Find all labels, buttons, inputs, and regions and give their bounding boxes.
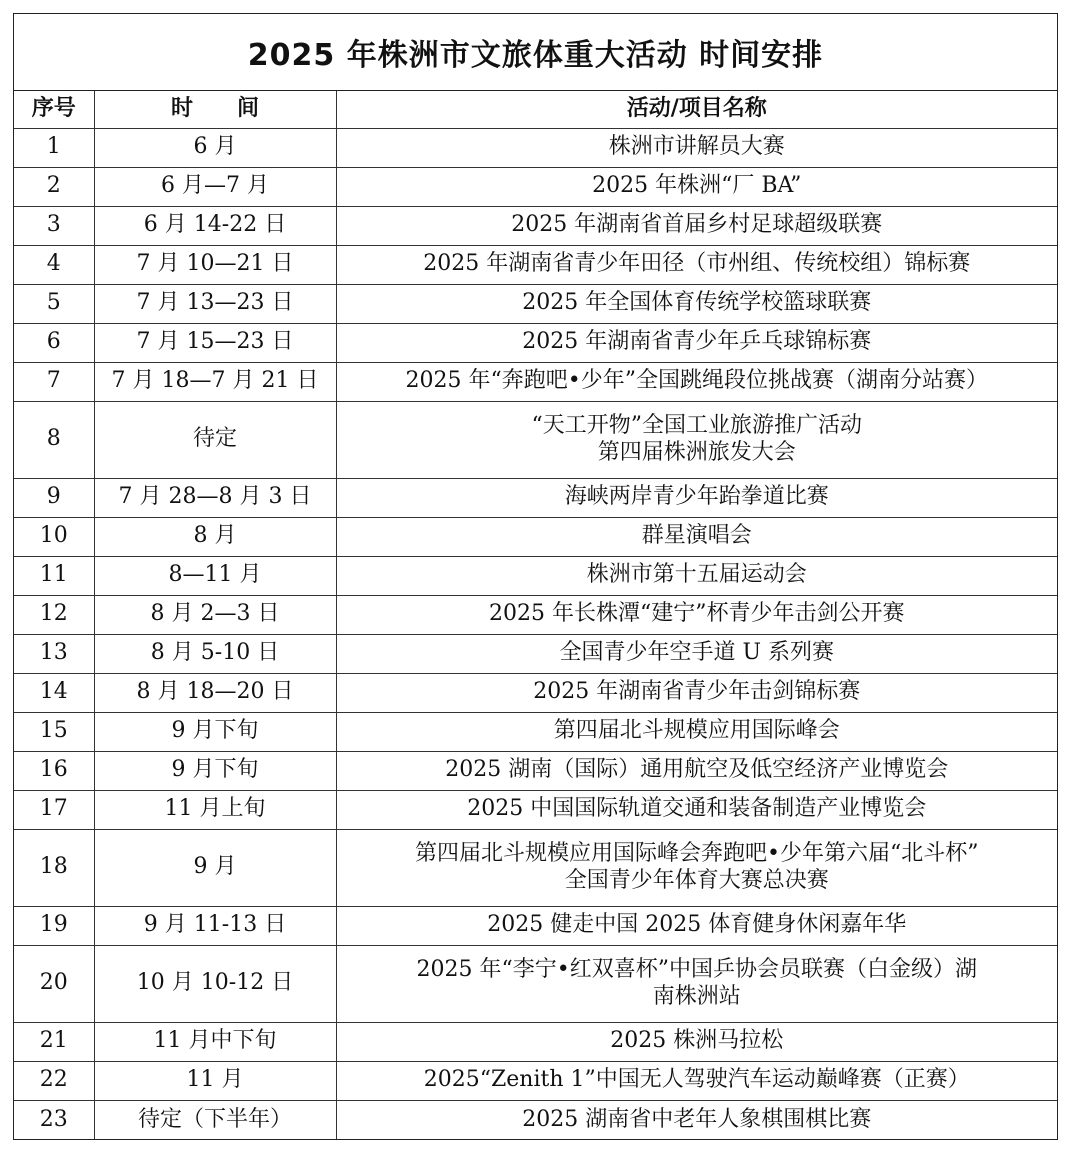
row-no: 4 (14, 245, 94, 284)
row-time: 8 月 5-10 日 (94, 634, 336, 673)
schedule-table (14, 91, 1057, 1139)
table-row (14, 284, 1057, 323)
row-time: 7 月 28—8 月 3 日 (94, 478, 336, 517)
row-time: 11 月上旬 (94, 790, 336, 829)
row-time: 7 月 10—21 日 (94, 245, 336, 284)
row-activity (336, 284, 1057, 323)
table-row (14, 829, 1057, 906)
row-time: 9 月 11-13 日 (94, 906, 336, 945)
table-row (14, 1022, 1057, 1061)
row-activity (336, 1061, 1057, 1100)
row-time: 8—11 月 (94, 556, 336, 595)
activity-line: 第四届北斗规模应用国际峰会奔跑吧•少年第六届“北斗杯” (415, 841, 979, 867)
activity-line: 2025 年“李宁•红双喜杯”中国乒协会员联赛（白金级）湖 (416, 957, 977, 983)
row-no: 2 (14, 167, 94, 206)
row-activity (336, 595, 1057, 634)
row-activity (336, 362, 1057, 401)
activity-line: 2025 湖南（国际）通用航空及低空经济产业博览会 (445, 757, 949, 783)
row-time: 6 月 (94, 128, 336, 167)
activity-line: 2025 年湖南省青少年乒乓球锦标赛 (522, 329, 872, 355)
table-row (14, 1100, 1057, 1139)
row-activity (336, 323, 1057, 362)
row-activity (336, 167, 1057, 206)
row-no: 12 (14, 595, 94, 634)
activity-line: 2025 湖南省中老年人象棋围棋比赛 (522, 1106, 872, 1132)
table-row (14, 673, 1057, 712)
activity-line: 海峡两岸青少年跆拳道比赛 (564, 484, 829, 510)
activity-line: 第四届北斗规模应用国际峰会 (553, 718, 840, 744)
row-activity (336, 790, 1057, 829)
activity-line: 2025 年“奔跑吧•少年”全国跳绳段位挑战赛（湖南分站赛） (405, 368, 988, 394)
header-no: 序号 (14, 91, 94, 128)
row-no: 8 (14, 401, 94, 478)
row-time: 6 月—7 月 (94, 167, 336, 206)
table-row (14, 595, 1057, 634)
activity-line: 2025 中国国际轨道交通和装备制造产业博览会 (467, 796, 927, 822)
row-no: 1 (14, 128, 94, 167)
row-activity (336, 245, 1057, 284)
row-activity (336, 751, 1057, 790)
row-time: 7 月 18—7 月 21 日 (94, 362, 336, 401)
row-no: 13 (14, 634, 94, 673)
table-row (14, 323, 1057, 362)
table-header-row (14, 91, 1057, 128)
row-time: 7 月 13—23 日 (94, 284, 336, 323)
activity-line: 群星演唱会 (641, 523, 752, 549)
activity-line: 2025 健走中国 2025 体育健身休闲嘉年华 (487, 912, 907, 938)
row-time: 8 月 18—20 日 (94, 673, 336, 712)
activity-line: 第四届株洲旅发大会 (597, 439, 796, 465)
row-no: 21 (14, 1022, 94, 1061)
table-row (14, 556, 1057, 595)
row-no: 20 (14, 945, 94, 1022)
row-no: 19 (14, 906, 94, 945)
row-activity (336, 478, 1057, 517)
activity-line: 2025 年湖南省青少年击剑锦标赛 (533, 679, 861, 705)
activity-line: 2025“Zenith 1”中国无人驾驶汽车运动巅峰赛（正赛） (423, 1067, 970, 1093)
activity-line: 2025 年湖南省首届乡村足球超级联赛 (511, 212, 883, 238)
row-no: 15 (14, 712, 94, 751)
schedule-document (13, 13, 1058, 1140)
row-time: 待定 (94, 401, 336, 478)
row-activity (336, 556, 1057, 595)
row-time: 7 月 15—23 日 (94, 323, 336, 362)
row-time: 9 月下旬 (94, 751, 336, 790)
row-no: 22 (14, 1061, 94, 1100)
table-row (14, 167, 1057, 206)
activity-line: 全国青少年体育大赛总决赛 (564, 867, 829, 893)
row-activity (336, 712, 1057, 751)
row-no: 17 (14, 790, 94, 829)
row-no: 7 (14, 362, 94, 401)
activity-line: 2025 年长株潭“建宁”杯青少年击剑公开赛 (489, 601, 905, 627)
row-no: 11 (14, 556, 94, 595)
row-time: 10 月 10-12 日 (94, 945, 336, 1022)
row-no: 9 (14, 478, 94, 517)
activity-line: “天工开物”全国工业旅游推广活动 (531, 413, 862, 439)
table-row (14, 401, 1057, 478)
activity-line: 2025 年株洲“厂 BA” (592, 173, 802, 199)
row-time: 8 月 (94, 517, 336, 556)
table-row (14, 206, 1057, 245)
table-row (14, 362, 1057, 401)
activity-line: 2025 年全国体育传统学校篮球联赛 (522, 290, 872, 316)
activity-line: 南株洲站 (652, 983, 741, 1009)
row-no: 14 (14, 673, 94, 712)
table-row (14, 790, 1057, 829)
table-row (14, 517, 1057, 556)
row-activity (336, 206, 1057, 245)
row-no: 18 (14, 829, 94, 906)
table-row (14, 634, 1057, 673)
table-row (14, 1061, 1057, 1100)
row-no: 10 (14, 517, 94, 556)
row-time: 9 月下旬 (94, 712, 336, 751)
table-row (14, 478, 1057, 517)
document-title: 2025 年株洲市文旅体重大活动 时间安排 (14, 14, 1057, 91)
table-row (14, 712, 1057, 751)
table-row (14, 128, 1057, 167)
activity-line: 株洲市第十五届运动会 (586, 562, 807, 588)
table-body (14, 128, 1057, 1139)
row-no: 5 (14, 284, 94, 323)
row-activity (336, 634, 1057, 673)
header-time: 时 间 (94, 91, 336, 128)
row-no: 23 (14, 1100, 94, 1139)
row-activity (336, 1100, 1057, 1139)
row-activity (336, 128, 1057, 167)
row-activity (336, 1022, 1057, 1061)
row-time: 6 月 14-22 日 (94, 206, 336, 245)
row-no: 3 (14, 206, 94, 245)
activity-line: 全国青少年空手道 U 系列赛 (559, 640, 835, 666)
row-activity (336, 673, 1057, 712)
row-time: 8 月 2—3 日 (94, 595, 336, 634)
table-row (14, 751, 1057, 790)
activity-line: 2025 年湖南省青少年田径（市州组、传统校组）锦标赛 (423, 251, 971, 277)
table-row (14, 906, 1057, 945)
row-activity (336, 829, 1057, 906)
row-time: 9 月 (94, 829, 336, 906)
header-name: 活动/项目名称 (336, 91, 1057, 128)
row-time: 待定（下半年） (94, 1100, 336, 1139)
table-row (14, 245, 1057, 284)
row-time: 11 月 (94, 1061, 336, 1100)
row-activity (336, 906, 1057, 945)
activity-line: 株洲市讲解员大赛 (608, 134, 785, 160)
row-activity (336, 401, 1057, 478)
row-no: 6 (14, 323, 94, 362)
table-row (14, 945, 1057, 1022)
row-activity (336, 517, 1057, 556)
row-time: 11 月中下旬 (94, 1022, 336, 1061)
row-activity (336, 945, 1057, 1022)
activity-line: 2025 株洲马拉松 (610, 1028, 784, 1054)
row-no: 16 (14, 751, 94, 790)
